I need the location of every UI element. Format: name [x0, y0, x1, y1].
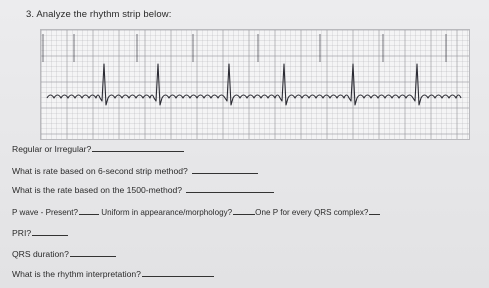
- ecg-trace: [47, 64, 461, 105]
- pri-question: [12, 227, 68, 238]
- p-wave-uniform-answer-line[interactable]: [233, 206, 255, 215]
- pri-label: PRI?: [12, 228, 32, 238]
- interpretation-answer-line[interactable]: [142, 268, 214, 277]
- p-wave-question: [12, 206, 380, 217]
- p-wave-per-qrs-answer-line[interactable]: [369, 206, 380, 215]
- question-heading: [26, 9, 171, 20]
- question-number: 3.: [26, 9, 35, 20]
- rate-1500-label: What is the rate based on the 1500-method?: [12, 185, 183, 195]
- regularity-question: [12, 143, 184, 154]
- pri-answer-line[interactable]: [32, 227, 68, 236]
- regularity-answer-line[interactable]: [92, 143, 184, 152]
- ecg-strip-graphic: [41, 30, 470, 140]
- rate-six-second-answer-line[interactable]: [192, 165, 258, 174]
- p-wave-uniform-label: Uniform in appearance/morphology?: [101, 208, 233, 217]
- rate-1500-answer-line[interactable]: [186, 184, 274, 193]
- qrs-duration-question: [12, 248, 116, 259]
- p-wave-present-answer-line[interactable]: [79, 206, 99, 215]
- interpretation-question: [12, 268, 214, 279]
- qrs-duration-answer-line[interactable]: [70, 248, 116, 257]
- rate-six-second-question: [12, 165, 258, 176]
- question-text: Analyze the rhythm strip below:: [36, 9, 172, 20]
- ecg-rhythm-strip: [40, 29, 470, 140]
- interpretation-label: What is the rhythm interpretation?: [12, 269, 141, 279]
- rate-1500-question: [12, 184, 274, 195]
- qrs-duration-label: QRS duration?: [12, 249, 69, 259]
- p-wave-present-label: P wave - Present?: [12, 208, 78, 217]
- rate-six-second-label: What is rate based on 6-second strip method?: [12, 166, 188, 176]
- p-wave-per-qrs-label: One P for every QRS complex?: [255, 208, 369, 217]
- regularity-label: Regular or Irregular?: [12, 144, 92, 154]
